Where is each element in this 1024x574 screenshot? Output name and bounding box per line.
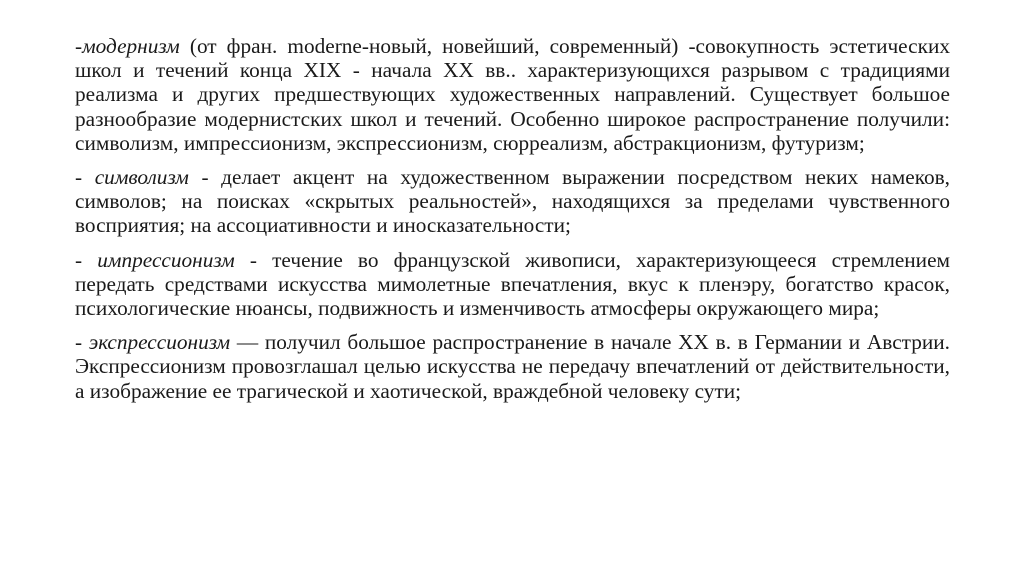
paragraph-lead: - bbox=[75, 330, 89, 355]
paragraph-symbolism bbox=[75, 165, 950, 238]
paragraph-expressionism bbox=[75, 330, 950, 403]
term-modernism: модернизм bbox=[82, 34, 180, 58]
paragraph-modernism bbox=[75, 34, 950, 155]
paragraph-lead: - bbox=[75, 34, 83, 58]
slide-text-block bbox=[75, 34, 950, 403]
paragraph-lead: - bbox=[75, 165, 95, 190]
paragraph-body: - делает акцент на художественном выражении посредством неких намеков, символов; на поисках «скрытых реальностей», находящихся за пределами чувственного восприятия; на ассоциативности и иносказательности; bbox=[75, 165, 951, 238]
paragraph-impressionism bbox=[75, 248, 950, 321]
term-symbolism: символизм bbox=[94, 165, 189, 190]
paragraph-body: - течение во французской живописи, характеризующееся стремлением передать средствами искусства мимолетные впечатления, вкус к пленэру, богатство красок, психологические нюансы, подвижность и изменчивость атмосферы окружающего мира; bbox=[75, 247, 950, 321]
paragraph-body: (от фран. moderne-новый, новейший, современный) -совокупность эстетических школ и течений конца XIX - начала XX вв.. характеризующихся разрывом с традициями реализма и других предшествующих художественных направлений. Существует большое разнообразие модернистских школ и течений. Особенно широкое распространение получили: символизм, импрессионизм, экспрессионизм, сюрреализм, абстракционизм, футуризм; bbox=[75, 34, 950, 155]
paragraph-lead: - bbox=[75, 247, 98, 272]
paragraph-body: — получил большое распространение в начале XX в. в Германии и Австрии. Экспрессионизм провозглашал целью искусства не передачу впечатлений от действительности, а изображение ее трагической и хаотической, враждебной человеку сути; bbox=[75, 330, 950, 403]
term-impressionism: импрессионизм bbox=[97, 247, 235, 272]
term-expressionism: экспрессионизм bbox=[88, 330, 231, 355]
